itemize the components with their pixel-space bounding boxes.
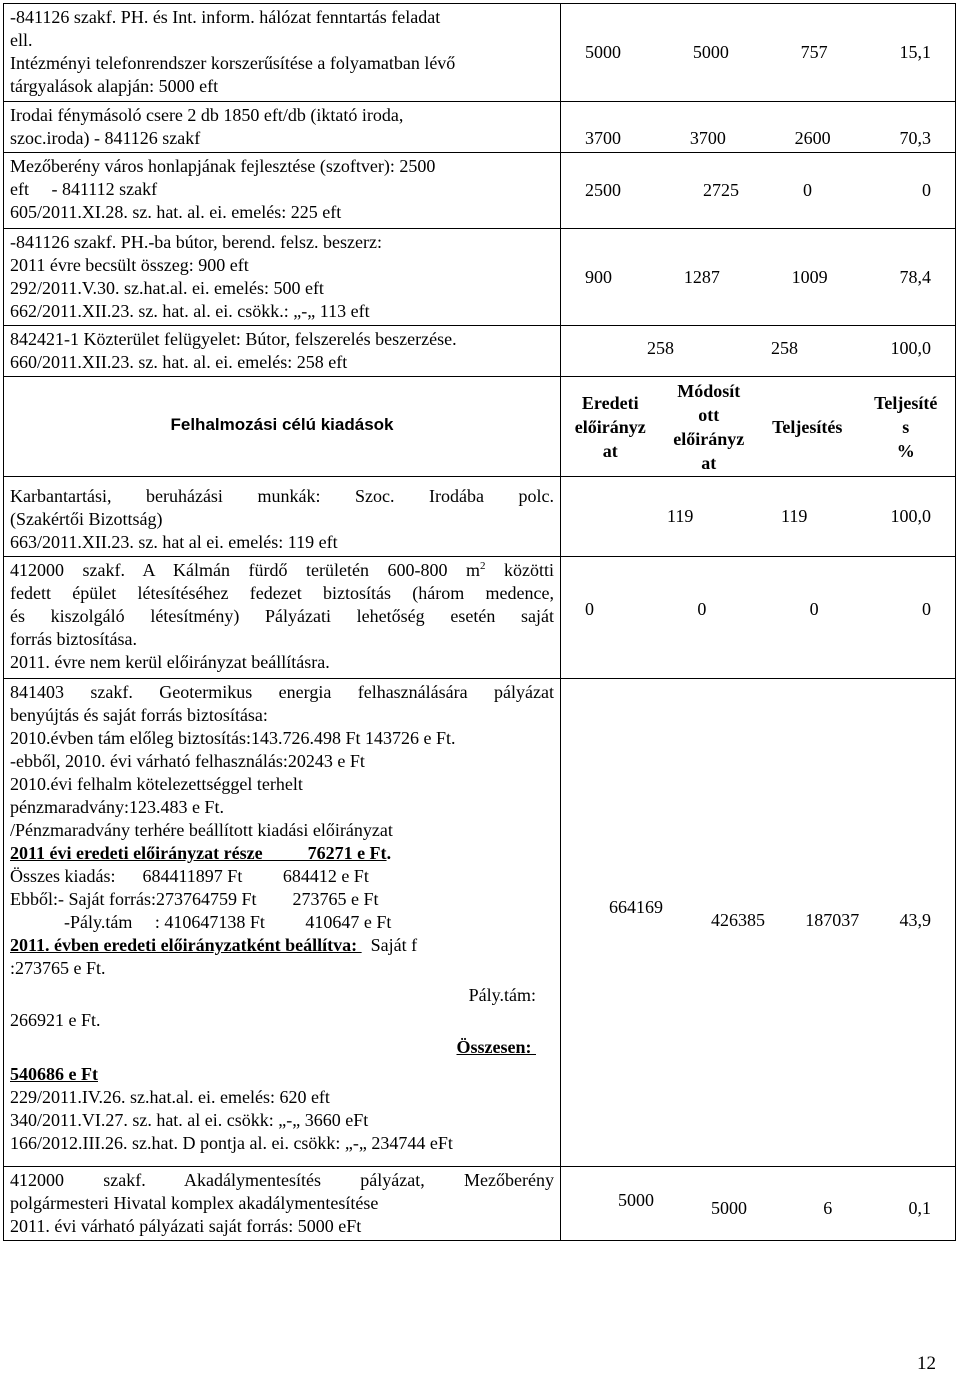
row-values <box>561 557 956 679</box>
value-modified: 2725 <box>703 180 739 200</box>
row-values <box>561 102 956 153</box>
table-row <box>4 153 956 229</box>
column-headers <box>561 377 956 477</box>
table-row <box>4 229 956 326</box>
table-row <box>4 4 956 102</box>
budget-table <box>3 3 956 1241</box>
row-description: Mezőberény város honlapjának fejlesztése (szoftver): 2500 eft - 841112 szakf 605/2011.XI.28. sz. hat. al. ei. emelés: 225 eft <box>4 153 561 229</box>
row-values <box>561 229 956 326</box>
row-description: 842421-1 Közterület felügyelet: Bútor, felszerelés beszerzése. 660/2011.XII.23. sz. hat. al. ei. emelés: 258 eft <box>4 326 561 377</box>
value-modified: 0 <box>697 599 707 619</box>
value-original: 5000 <box>585 42 621 62</box>
header-modified: Módosít ott előirányz at <box>673 380 745 473</box>
value-completed: 0 <box>803 180 812 200</box>
row-description: 412000 szakf. A Kálmán fürdő területén 600-800 $m^2$ közötti fedett épület létesítéséhez fedezet biztosítás (három medence, és kiszolgáló létesítmény) Pályázati lehetőség esetén saját forrás biztosítása. 2011. évre nem kerül előirányzat beállításra. <box>4 557 561 679</box>
value-original: 3700 <box>585 127 621 148</box>
row-values <box>561 326 956 377</box>
value-percent: 15,1 <box>899 42 931 62</box>
value-percent: 43,9 <box>899 910 931 930</box>
header-original: Eredeti előirányz at <box>574 392 646 461</box>
value-modified: 426385 <box>711 910 765 930</box>
table-row <box>4 102 956 153</box>
value-modified: 3700 <box>689 127 726 148</box>
table-row <box>4 679 956 1167</box>
row-description: 412000 szakf. Akadálymentesítés pályázat, Mezőberény polgármesteri Hivatal komplex akadálymentesítése 2011. évi várható pályázati saját forrás: 5000 eFt <box>4 1167 561 1241</box>
row-description: Irodai fénymásoló csere 2 db 1850 eft/db (iktató iroda, szoc.iroda) - 841126 szakf <box>4 102 561 153</box>
value-percent: 78,4 <box>899 266 931 287</box>
row-values <box>561 4 956 102</box>
value-original: 5000 <box>618 1190 654 1210</box>
row-description: 841403 szakf. Geotermikus energia felhasználására pályázat benyújtás és saját forrás biztosítása: 2010.évben tám előleg biztosítás:143.726.498 Ft 143726 e Ft. -ebből, 2010. évi várható felhasználás:20243 e Ft 2010.évi felhalm kötelezettséggel terhelt pénzmaradvány:123.483 e Ft. /Pénzmaradvány terhére beállított kiadási előirányzat 2011 évi eredeti előirányzat része 76271 e Ft. Összes kiadás: 684411897 Ft 684412 e Ft Ebből:- Saját forrás:273764759 Ft 273765 e Ft -Pály.tám : 410647138 Ft 410647 e Ft 2011. évben eredeti előirányzatként beállítva: Saját f :273765 e Ft. Pály.tám: 266921 e Ft. Összesen: 540686 e Ft 229/2011.IV.26. sz.hat.al. ei. emelés: 620 eft 340/2011.VI.27. sz. hat. al ei. csökk: „-„ 3660 eFt 166/2012.III.26. sz.hat. D pontja al. ei. csökk: „-„ 234744 eFt <box>4 679 561 1167</box>
value-completed: 6 <box>823 1198 833 1218</box>
header-completed: Teljesítés <box>772 416 843 437</box>
row-description: Karbantartási, beruházási munkák: Szoc. Irodába polc. (Szakértői Bizottság) 663/2011.XII.23. sz. hat al ei. emelés: 119 eft <box>4 477 561 557</box>
page-number: 12 <box>917 1353 936 1374</box>
value-completed: 119 <box>781 506 808 526</box>
value-percent: 0 <box>922 180 931 200</box>
value-completed: 2600 <box>794 127 831 148</box>
table-row <box>4 1167 956 1241</box>
value-completed: 187037 <box>805 910 860 930</box>
value-modified: 119 <box>667 506 694 526</box>
value-modified: 1287 <box>683 266 720 287</box>
value-percent: 70,3 <box>899 127 931 148</box>
value-completed: 0 <box>809 599 819 619</box>
row-values <box>561 1167 956 1241</box>
table-row <box>4 557 956 679</box>
table-row <box>4 477 956 557</box>
value-modified: 258 <box>647 337 674 358</box>
table-row <box>4 326 956 377</box>
value-percent: 100,0 <box>890 506 931 526</box>
row-values <box>561 679 956 1167</box>
row-values <box>561 477 956 557</box>
section-title: Felhalmozási célú kiadások <box>4 377 561 477</box>
row-description: -841126 szakf. PH. és Int. inform. hálózat fenntartás feladat ell. Intézményi telefonrendszer korszerűsítése a folyamatban lévő tárgyalások alapján: 5000 eft <box>4 4 561 102</box>
value-percent: 0 <box>921 599 931 619</box>
value-completed: 1009 <box>791 266 828 287</box>
row-values <box>561 153 956 229</box>
row-description: -841126 szakf. PH.-ba bútor, berend. felsz. beszerz: 2011 évre becsült összeg: 900 eft 292/2011.V.30. sz.hat.al. ei. emelés: 500 eft 662/2011.XII.23. sz. hat. al. ei. csökk.: „-„ 113 eft <box>4 229 561 326</box>
section-header-row <box>4 377 956 477</box>
value-modified: 5000 <box>692 42 729 62</box>
value-original: 0 <box>585 599 594 619</box>
value-modified: 5000 <box>711 1198 747 1218</box>
value-original: 664169 <box>609 897 663 917</box>
value-percent: 100,0 <box>890 337 931 358</box>
value-original: 900 <box>585 266 612 287</box>
value-percent: 0,1 <box>908 1198 931 1218</box>
header-percent: Teljesíté s % <box>874 392 938 461</box>
value-original: 2500 <box>585 180 621 200</box>
value-completed: 757 <box>800 42 828 62</box>
value-completed: 258 <box>771 337 798 358</box>
